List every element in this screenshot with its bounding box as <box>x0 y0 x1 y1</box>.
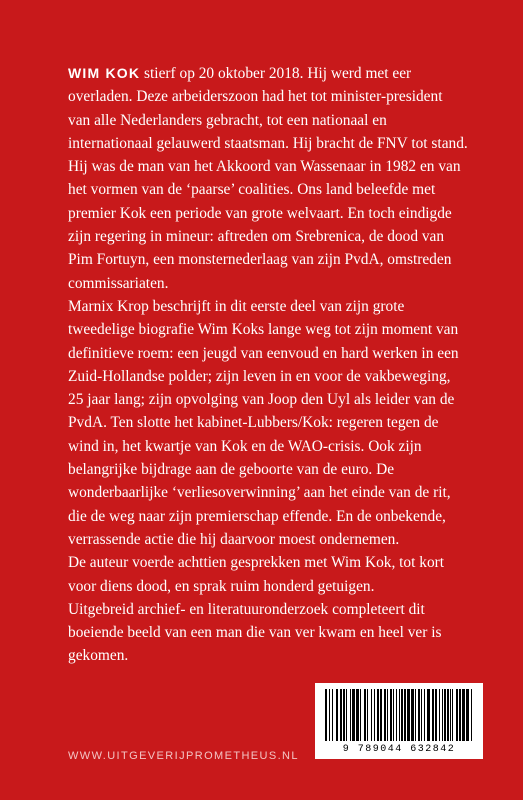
barcode-bar <box>374 689 375 741</box>
barcode-bar <box>411 689 414 741</box>
barcode-bar <box>336 689 338 741</box>
barcode-bar <box>466 689 469 741</box>
barcode-bar <box>346 689 347 741</box>
barcode-bar <box>439 689 440 741</box>
blurb <box>68 62 468 668</box>
barcode-bar <box>424 689 425 741</box>
lead-name: WIM KOK <box>68 65 141 81</box>
barcode-bar <box>332 689 333 741</box>
blurb-paragraph-1-text: stierf op 20 oktober 2018. Hij werd met eer overladen. Deze arbeiderszoon had het tot minister-president van alle Nederlanders gebracht, tot een nationaal en internationaal gelauwerd staatsman. Hij bracht de FNV tot stand. Hij was de man van het Akkoord van Wassenaar in 1982 en van het vormen van de ‘paarse’ coalities. Ons land beleefde met premier Kok een periode van grote welvaart. En toch eindigde zijn regering in mineur: aftreden om Srebrenica, de dood van Pim Fortuyn, een monsternederlaag van zijn PvdA, omstreden commissariaten. <box>68 65 468 292</box>
barcode-bar <box>360 689 361 741</box>
barcode-bar <box>435 689 437 741</box>
barcode-bar <box>418 689 420 741</box>
blurb-paragraph-3: De auteur voerde achttien gesprekken met Wim Kok, tot kort voor diens dood, en sprak ruim honderd getuigen. <box>68 554 445 595</box>
barcode-bar <box>350 689 351 741</box>
barcode-bar <box>471 689 472 741</box>
barcode-bar <box>444 689 446 741</box>
barcode-bar <box>404 689 406 741</box>
barcode-bar <box>352 689 355 741</box>
barcode-bar <box>459 689 461 741</box>
barcode-bar <box>393 689 394 741</box>
barcode-bar <box>447 689 449 741</box>
barcode-bar <box>421 689 422 741</box>
blurb-paragraph-4: Uitgebreid archief- en literatuuronderzoek completeert dit boeiende beeld van een man die van ver kwam en heel ver is gekomen. <box>68 600 442 665</box>
barcode-bar <box>329 689 330 741</box>
barcode-bar <box>387 689 388 741</box>
barcode-bar <box>340 689 342 741</box>
barcode-bar <box>384 689 386 741</box>
barcode-bar <box>380 689 382 741</box>
barcode <box>315 683 483 759</box>
barcode-bar <box>364 689 366 741</box>
barcode-bar <box>399 689 400 741</box>
barcode-bar <box>377 689 379 741</box>
barcode-bar <box>442 689 443 741</box>
barcode-bar <box>462 689 465 741</box>
barcode-bar <box>415 689 416 741</box>
barcode-bar <box>401 689 403 741</box>
barcode-bar <box>367 689 368 741</box>
barcode-bar <box>456 689 458 741</box>
barcode-bar <box>450 689 451 741</box>
barcode-bar <box>356 689 359 741</box>
barcode-bar <box>407 689 410 741</box>
blurb-paragraph-1 <box>68 62 468 295</box>
blurb-paragraph-2: Marnix Krop beschrijft in dit eerste deel van zijn grote tweedelige biografie Wim Koks lange weg tot zijn moment van definitieve roem: een jeugd van eenvoud en hard werken in een Zuid-Hollandse polder; zijn leven in en voor de vakbeweging, 25 jaar lang; zijn opvolging van Joop den Uyl als leider van de PvdA. Ten slotte het kabinet-Lubbers/Kok: regeren tegen de wind in, het kwartje van Kok en de WAO-crisis. Ook zijn belangrijke bijdrage aan de geboorte van de euro. De wonderbaarlijke ‘verliesoverwinning’ aan het einde van de rit, die de weg naar zijn premierschap effende. En de onbekende, verrassende actie die hij daarvoor moest ondernemen. <box>68 297 459 548</box>
barcode-bar <box>427 689 430 741</box>
barcode-bar <box>343 689 345 741</box>
publisher-website[interactable]: WWW.UITGEVERIJPROMETHEUS.NL <box>68 750 299 762</box>
barcode-digits: 9 789044 632842 <box>342 744 456 755</box>
barcode-bar <box>371 689 372 741</box>
barcode-bar <box>432 689 434 741</box>
barcode-bar <box>396 689 397 741</box>
barcode-bar <box>390 689 392 741</box>
barcode-bar <box>325 689 327 741</box>
barcode-bars <box>323 689 475 741</box>
barcode-bar <box>452 689 453 741</box>
